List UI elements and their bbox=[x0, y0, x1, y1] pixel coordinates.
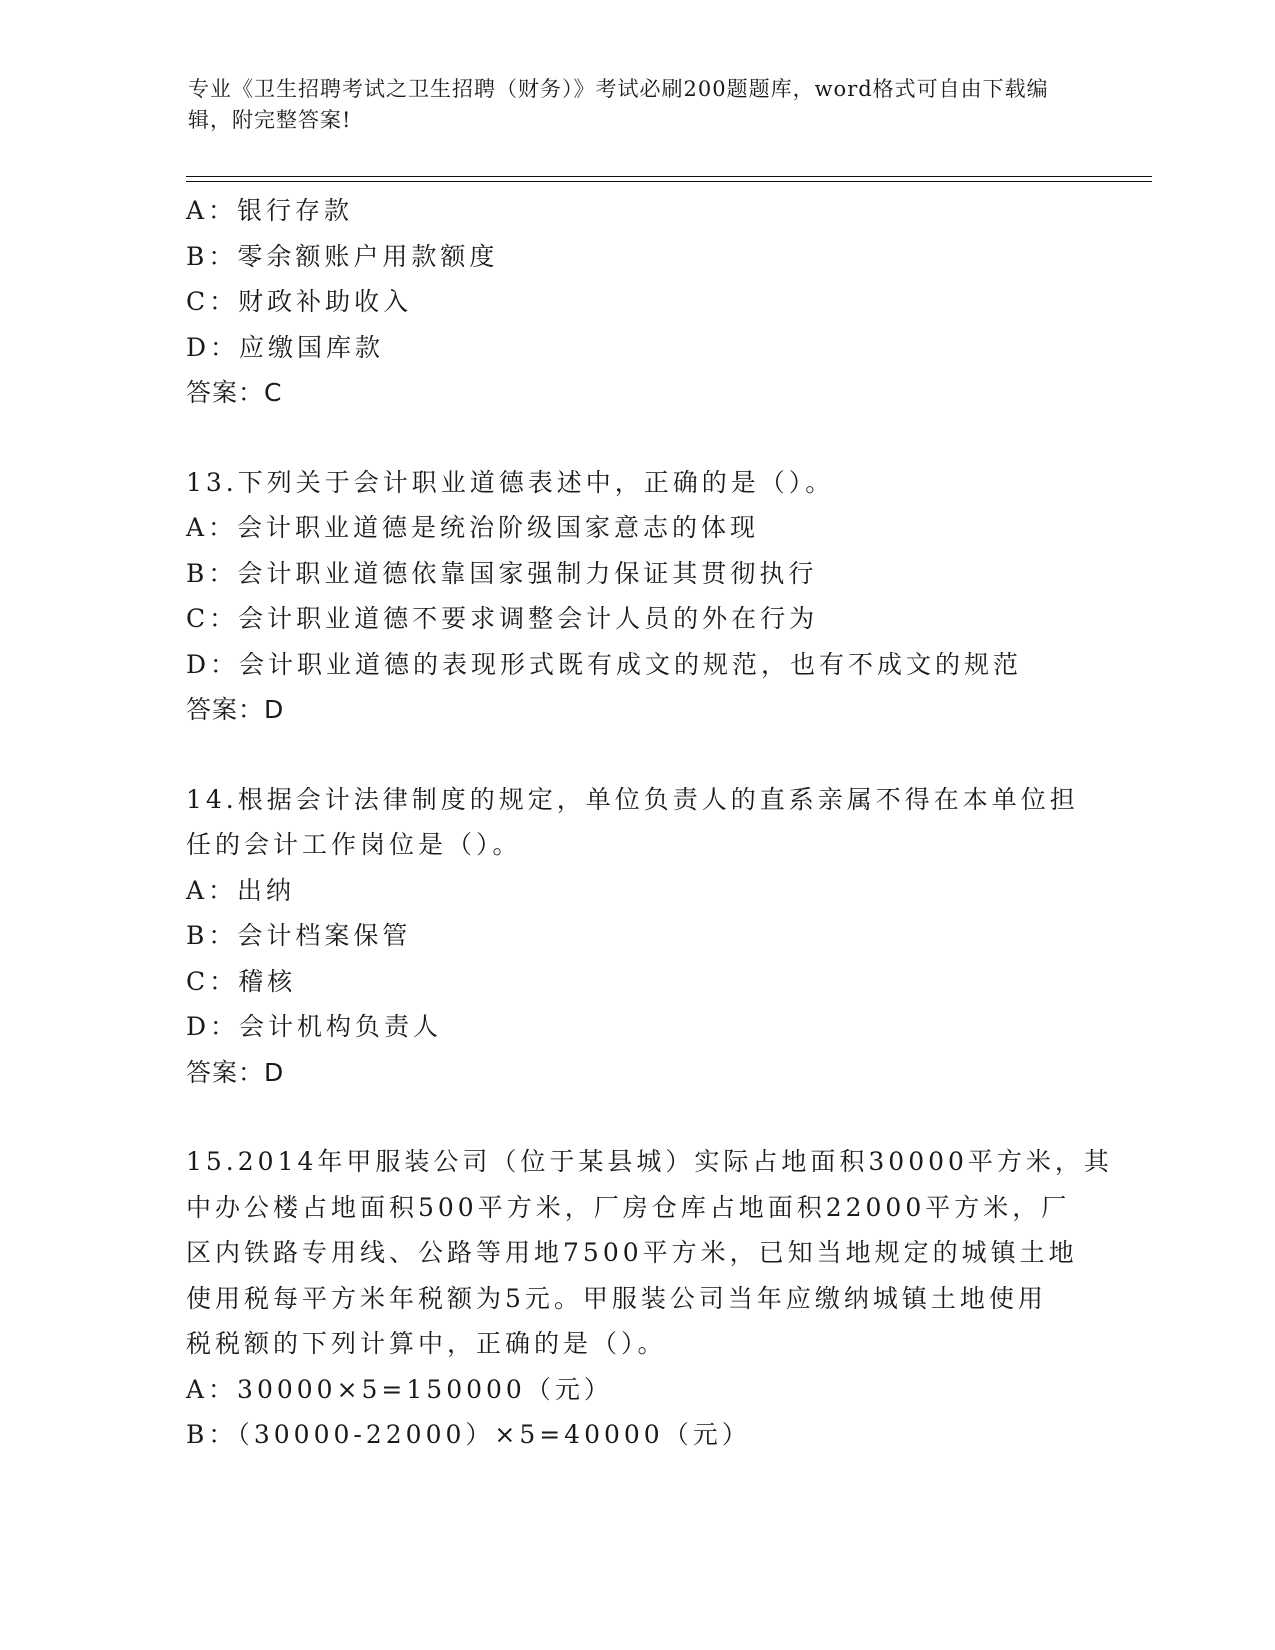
option-d: D：会计职业道德的表现形式既有成文的规范，也有不成文的规范 bbox=[186, 649, 1023, 679]
option-d: D：应缴国库款 bbox=[186, 332, 385, 362]
spacer bbox=[186, 1095, 1086, 1139]
question-13 bbox=[186, 460, 1086, 733]
question-15 bbox=[186, 1139, 1113, 1458]
document-header bbox=[188, 74, 1068, 136]
spacer bbox=[186, 733, 1086, 777]
header-text: 专业《卫生招聘考试之卫生招聘（财务）》考试必刷200题题库，word格式可自由下载编辑，附完整答案! bbox=[188, 77, 1049, 132]
option-b: B：会计档案保管 bbox=[186, 921, 412, 950]
document-body bbox=[186, 188, 1113, 1458]
option-b: B：零余额账户用款额度 bbox=[186, 241, 499, 271]
question-stem-line: 使用税每平方米年税额为5元。甲服装公司当年应缴纳城镇土地使用 bbox=[186, 1283, 1047, 1313]
option-c: C：会计职业道德不要求调整会计人员的外在行为 bbox=[186, 604, 819, 633]
question-stem-line: 中办公楼占地面积500平方米，厂房仓库占地面积22000平方米，厂 bbox=[186, 1192, 1071, 1222]
option-a: A：出纳 bbox=[186, 875, 296, 905]
option-a: A：30000×5=150000（元） bbox=[186, 1374, 613, 1404]
option-c: C：稽核 bbox=[186, 966, 297, 996]
question-stem-line: 税税额的下列计算中，正确的是（）。 bbox=[186, 1329, 667, 1358]
option-a: A：银行存款 bbox=[186, 196, 354, 225]
question-stem-line: 15.2014年甲服装公司（位于某县城）实际占地面积30000平方米，其 bbox=[186, 1147, 1113, 1176]
question-stem-line: 任的会计工作岗位是（）。 bbox=[186, 830, 522, 859]
question-stem: 13.下列关于会计职业道德表述中，正确的是（）。 bbox=[186, 467, 835, 497]
spacer bbox=[186, 416, 1086, 460]
option-d: D：会计机构负责人 bbox=[186, 1012, 443, 1041]
question-stem-line: 区内铁路专用线、公路等用地7500平方米，已知当地规定的城镇土地 bbox=[186, 1238, 1078, 1267]
answer-line: 答案：D bbox=[186, 1057, 285, 1087]
header-divider bbox=[186, 176, 1152, 182]
option-b: B：会计职业道德依靠国家强制力保证其贯彻执行 bbox=[186, 558, 818, 588]
answer-line: 答案：D bbox=[186, 695, 285, 724]
question-14 bbox=[186, 777, 1086, 1096]
question-12 bbox=[186, 188, 1086, 416]
question-stem-line: 14.根据会计法律制度的规定，单位负责人的直系亲属不得在本单位担 bbox=[186, 784, 1079, 814]
option-c: C：财政补助收入 bbox=[186, 287, 413, 316]
option-b: B：（30000-22000）×5=40000（元） bbox=[186, 1420, 751, 1449]
option-a: A：会计职业道德是统治阶级国家意志的体现 bbox=[186, 513, 760, 542]
answer-line: 答案：C bbox=[186, 378, 283, 407]
